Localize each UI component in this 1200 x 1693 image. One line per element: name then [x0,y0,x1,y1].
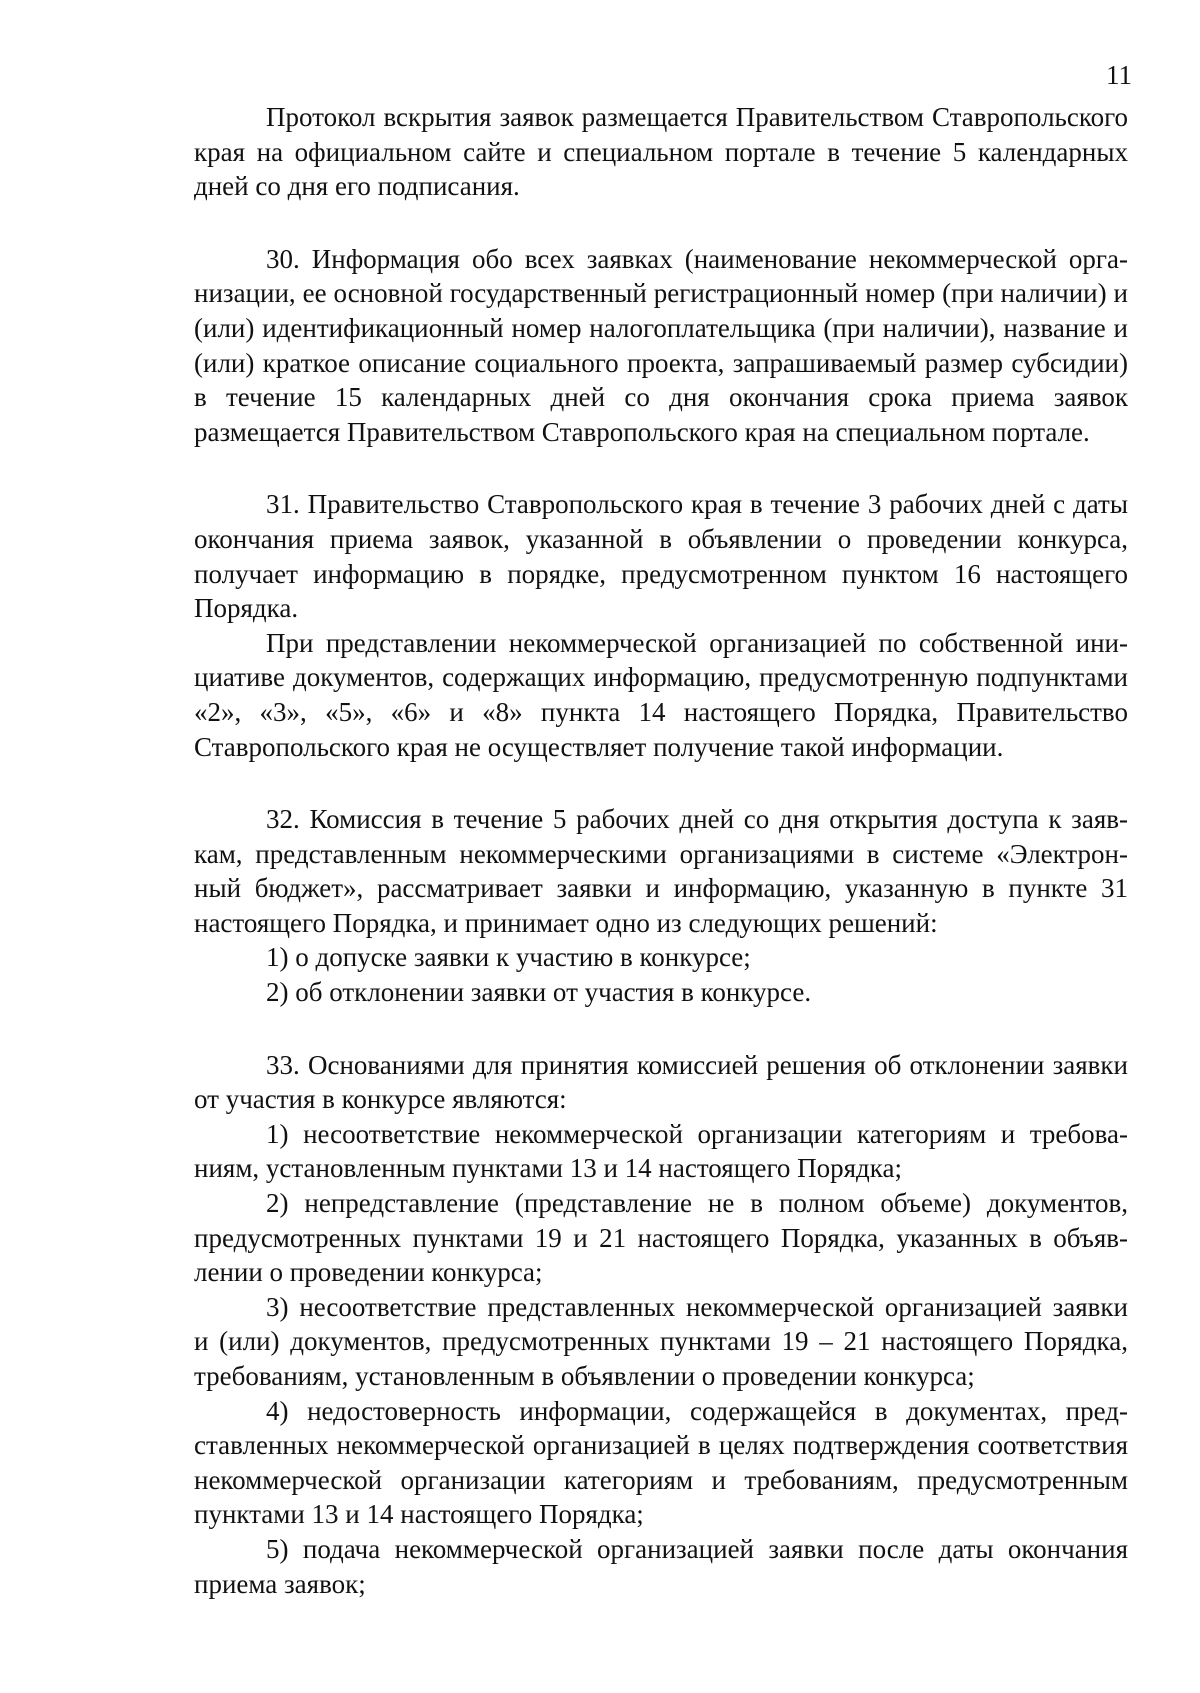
list-item: 5) подача некоммерческой организацией заявки после даты окончания приема заявок; [194,1533,1128,1599]
list-item: 3) несоответствие представленных некоммерческой организацией заявки и (или) документов, предусмотренных пунктами 19 – 21 настоящего Порядка, требованиям, установленным в объявлении о проведении конкурса; [194,1291,1128,1391]
section-31 [194,487,1128,764]
paragraph: При представлении некоммерческой организацией по собственной инициативе документов, содержащих информацию, предусмотренную подпунктами «2», «3», «5», «6» и «8» пункта 14 настоящего Порядка, Правительство Ставропольского края не осуществляет получение такой информации. [194,627,1128,762]
list-item: 1) несоответствие некоммерческой организации категориям и требованиям, установленным пунктами 13 и 14 настоящего Порядка; [194,1118,1128,1184]
list-item: 2) об отклонении заявки от участия в конкурсе. [266,977,812,1008]
section-30 [194,242,1128,450]
paragraph: Протокол вскрытия заявок размещается Правительством Ставропольского края на официальном сайте и специальном портале в течение 5 календарных дней со дня его подписания. [194,102,1128,202]
section-protocol [194,100,1128,204]
list-item: 1) о допуске заявки к участию в конкурсе; [266,942,751,973]
section-33 [194,1048,1128,1602]
section-32 [194,802,1128,1010]
list-item: 2) непредставление (представление не в полном объеме) документов, предусмотренных пунктами 19 и 21 настоящего Порядка, указанных в объявлении о проведении конкурса; [194,1188,1128,1288]
paragraph: 31. Правительство Ставропольского края в течение 3 рабочих дней с даты окончания приема заявок, указанной в объявлении о проведении конкурса, получает информацию в порядке, предусмотренном пунктом 16 настоящего Порядка. [194,489,1128,624]
paragraph: 30. Информация обо всех заявках (наименование некоммерческой организации, ее основной государственный регистрационный номер (при наличии) и (или) идентификационный номер налогоплательщика (при наличии), название и (или) краткое описание социального проекта, запрашиваемый размер субсидии) в течение 15 календарных дней со дня окончания срока приема заявок размещается Правительством Ставропольского края на специальном портале. [194,243,1128,447]
list-item: 4) недостоверность информации, содержащейся в документах, представленных некоммерческой организацией в целях подтверждения соответствия некоммерческой организации категориям и требованиям, предусмотренным пунктами 13 и 14 настоящего Порядка; [194,1395,1128,1530]
page-number: 11 [1106,60,1132,90]
paragraph: 32. Комиссия в течение 5 рабочих дней со дня открытия доступа к заявкам, представленным некоммерческими организациями в системе «Электронный бюджет», рассматривает заявки и информацию, указанную в пункте 31 настоящего Порядка, и принимает одно из следующих решений: [194,804,1128,938]
paragraph: 33. Основаниями для принятия комиссией решения об отклонении заявки от участия в конкурсе являются: [194,1049,1128,1115]
